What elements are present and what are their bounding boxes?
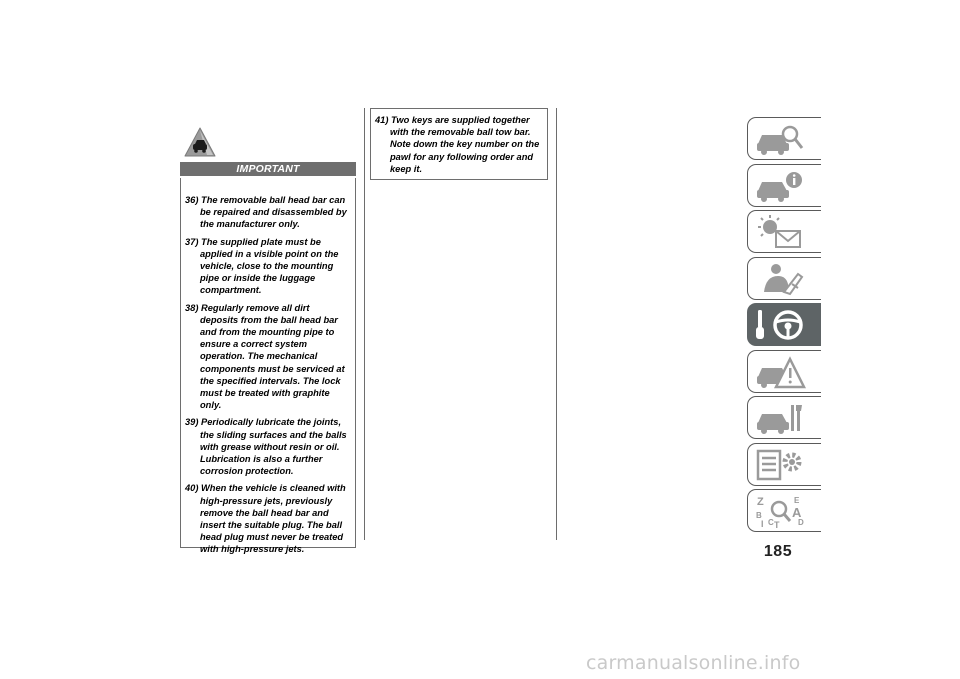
note-41: 41) Two keys are supplied together with the removable ball tow bar. Note down the key number on the pawl for any following order and keep it. — [375, 115, 540, 174]
svg-text:T: T — [774, 520, 780, 528]
key-steering-wheel-icon — [754, 308, 806, 342]
svg-text:E: E — [794, 496, 800, 505]
warning-light-message-icon — [754, 215, 806, 249]
tab-knowing-instrument-panel[interactable] — [747, 164, 821, 207]
note-36: 36) The removable ball head bar can be repaired and disassembled by the manufacturer only. — [185, 195, 347, 230]
note-40: 40) When the vehicle is cleaned with high-pressure jets, previously remove the ball head bar and insert the suitable plug. The ball head plug must never be treated with high-pressure jets. — [185, 483, 346, 555]
important-header: IMPORTANT — [180, 162, 356, 176]
note-39: 39) Periodically lubricate the joints, the sliding surfaces and the balls with grease without resin or oil. Lubrication is also a further corrosion protection. — [185, 417, 347, 477]
car-breakdown-icon — [754, 355, 806, 389]
svg-text:D: D — [798, 518, 804, 527]
tab-starting-and-driving[interactable] — [747, 303, 821, 346]
tab-index[interactable] — [747, 489, 821, 532]
tab-in-an-emergency[interactable] — [747, 350, 821, 393]
column-divider-right — [556, 108, 557, 540]
watermark: carmanualsonline.info — [586, 652, 801, 674]
car-warning-icon — [183, 126, 217, 158]
tab-getting-to-know-car[interactable] — [747, 117, 821, 160]
note-38: 38) Regularly remove all dirt deposits from the ball head bar and from the mounting pipe to ensure a correct system operation. The mechanical components must be serviced at the specified intervals. The lock must be treated with graphite only. — [185, 302, 345, 411]
svg-text:C: C — [768, 518, 774, 527]
note-37: 37) The supplied plate must be applied in a visible point on the vehicle, close to the mounting pipe or inside the luggage compartment. — [185, 236, 339, 296]
svg-text:B: B — [756, 511, 762, 520]
tab-safety[interactable] — [747, 257, 821, 300]
notes-continued-box — [370, 108, 548, 180]
svg-text:I: I — [761, 519, 764, 528]
tab-warning-lights-messages[interactable] — [747, 210, 821, 253]
car-info-icon — [754, 169, 806, 203]
chapter-tabs — [747, 117, 821, 536]
svg-text:A: A — [792, 505, 802, 520]
page-number: 185 — [763, 543, 793, 560]
tab-technical-specifications[interactable] — [747, 443, 821, 486]
svg-text:Z: Z — [757, 496, 764, 508]
car-search-icon — [754, 122, 806, 156]
tab-servicing-and-care[interactable] — [747, 396, 821, 439]
important-notes-box — [180, 178, 356, 555]
specs-gear-icon — [754, 448, 806, 482]
column-divider-left — [364, 108, 365, 540]
car-tools-icon — [754, 401, 806, 435]
alphabetical-index-icon — [754, 494, 806, 528]
person-airbag-icon — [754, 262, 806, 296]
